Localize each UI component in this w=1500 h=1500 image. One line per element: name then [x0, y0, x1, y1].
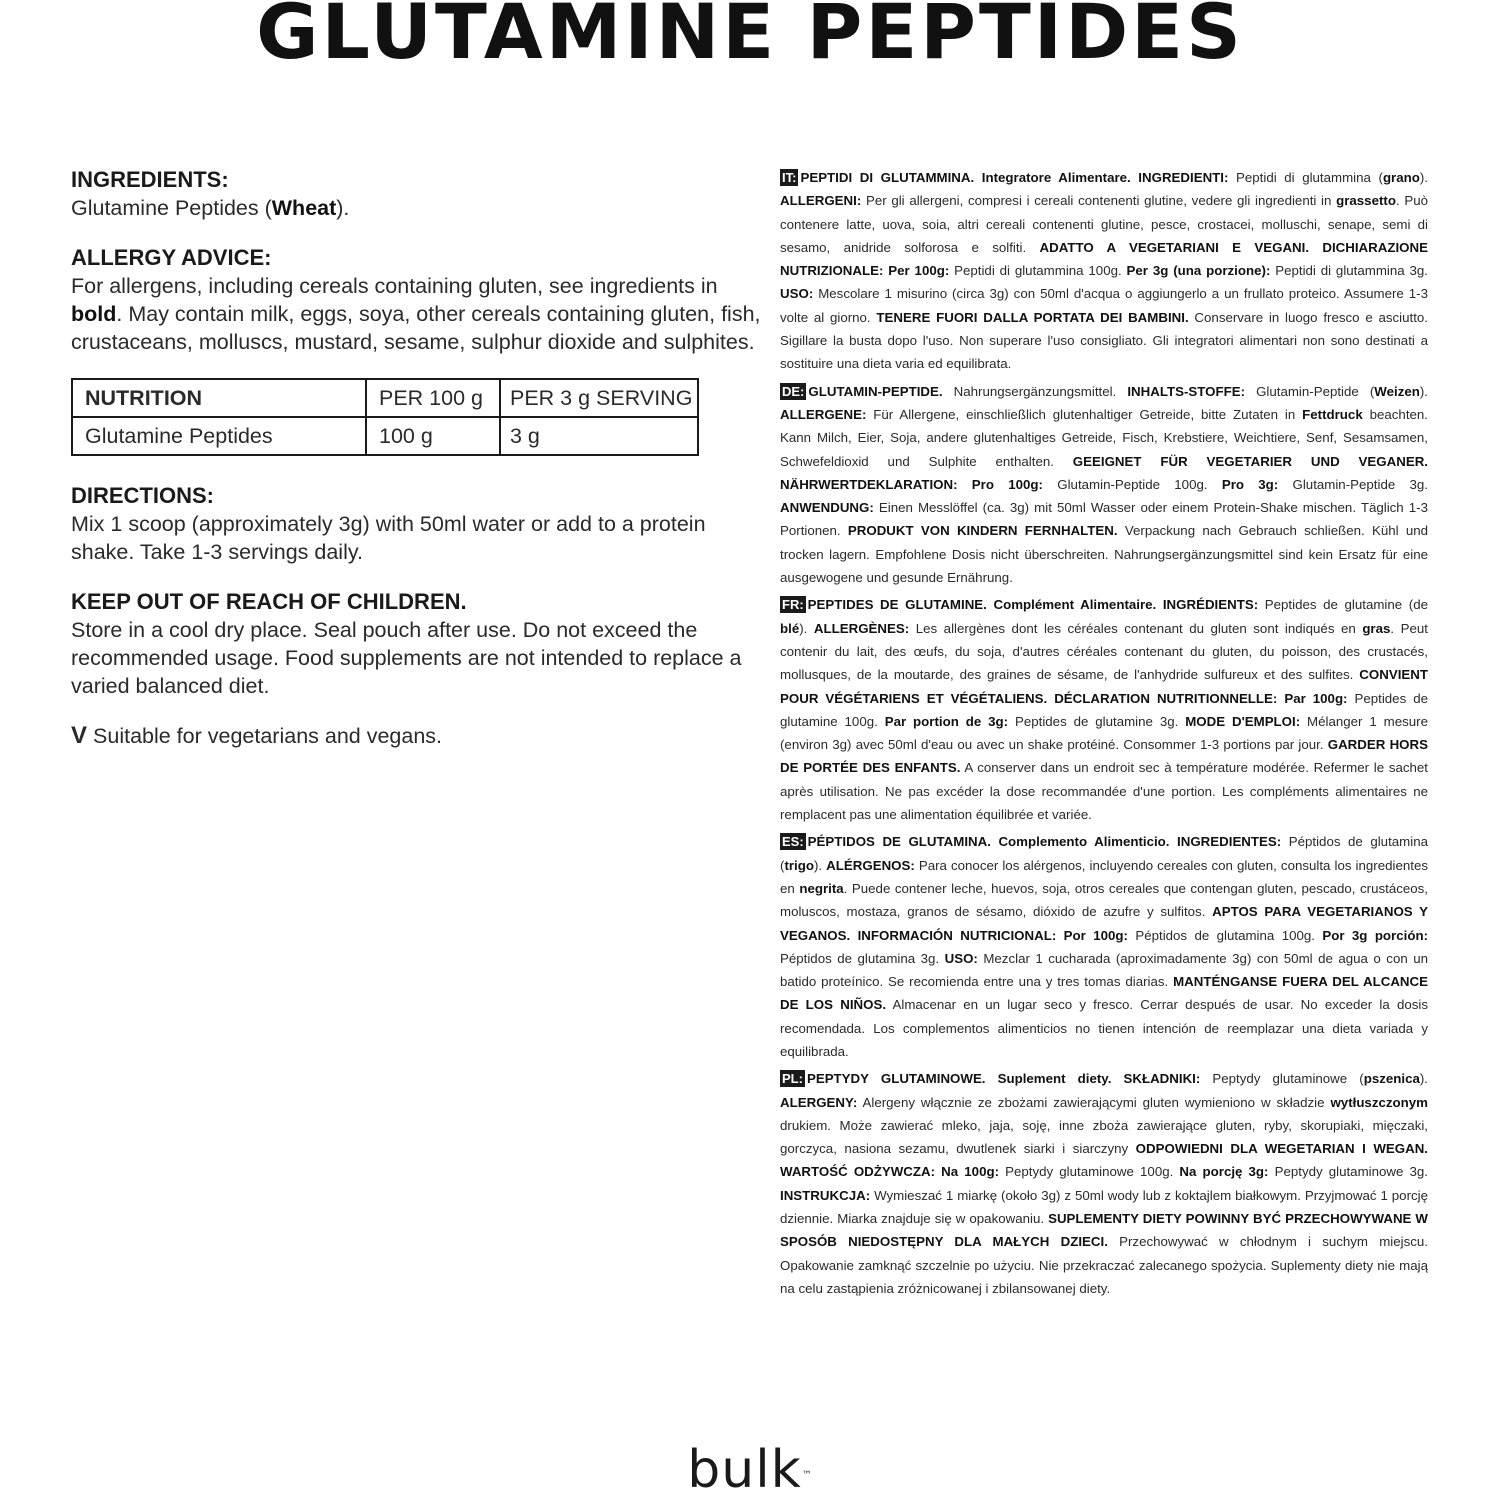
text-segment: Les allergènes dont les céréales contenant du gluten sont indiqués en: [909, 620, 1363, 636]
text-segment: Peptides de glutamine 3g.: [1008, 713, 1186, 729]
text-segment: Einen Messlöffel (ca. 3g) mit 50ml Wasser oder einem Protein-Shake mischen. Täglich 1-3 Portionen.: [780, 500, 1428, 539]
vegan-icon: V: [71, 722, 88, 749]
text-segment: Peptidi di glutammina (: [1228, 170, 1383, 185]
translation-block: [780, 830, 1428, 1063]
bold-segment: ALLERGÈNES:: [813, 620, 910, 636]
bold-segment: GARDER HORS DE PORTÉE DES ENFANTS.: [780, 737, 1428, 776]
bold-segment: ANWENDUNG:: [780, 500, 874, 516]
translation-paragraph: [780, 830, 1428, 1063]
nutrient-name-cell: Glutamine Peptides: [72, 417, 366, 455]
storage-section: [71, 588, 771, 700]
text-segment: Péptidos de glutamina 3g.: [780, 950, 945, 966]
text-segment: Peptidi di glutammina 100g.: [949, 263, 1127, 279]
language-tag: DE:: [782, 383, 805, 399]
text-segment: Peptydy glutaminowe 3g.: [1268, 1164, 1428, 1180]
text-segment: Peptidi di glutammina 3g.: [1270, 263, 1428, 279]
text-segment: Péptidos de glutamina (: [780, 834, 1428, 873]
text-segment: drukiem. Może zawierać mleko, jaja, soję, inne zboża zawierające gluten, ryby, skorupiaki, mięczaki, gorczyca, nasiona sezamu, dwutlenek siarki i siarczyny: [780, 1117, 1428, 1157]
bold-segment: GEEIGNET FÜR VEGETARIER UND VEGANER. NÄHRWERTDEKLARATION: Pro 100g:: [780, 453, 1428, 492]
bold-segment: PEPTIDI DI GLUTAMMINA. Integratore Alimentare. INGREDIENTI:: [800, 170, 1229, 185]
text-segment: Mescolare 1 misurino (circa 3g) con 50ml d'acqua o aggiungerlo a un frullato proteico. Assumere 1-3 volte al giorno.: [780, 286, 1428, 325]
ingredients-text: Glutamine Peptides (Wheat).: [71, 196, 350, 220]
bold-segment: GLUTAMIN-PEPTIDE.: [808, 383, 943, 399]
trademark-symbol: ™: [801, 1470, 813, 1481]
bold-segment: TENERE FUORI DALLA PORTATA DEI BAMBINI.: [876, 309, 1189, 325]
bold-segment: pszenica: [1363, 1071, 1420, 1087]
bold-segment: blé: [780, 620, 800, 636]
bold-segment: MANTÉNGANSE FUERA DEL ALCANCE DE LOS NIÑOS.: [780, 974, 1428, 1013]
translation-block: [780, 593, 1428, 826]
bold-segment: Por 3g porción:: [1322, 927, 1428, 943]
bold-segment: ALÉRGENOS:: [826, 857, 915, 873]
text-segment: . Può contenere latte, uova, soia, altri cereali contenenti glutine, pesce, crostacei, molluschi, senape, semi di sesamo, anidride solforosa e solfiti.: [780, 193, 1428, 255]
bold-segment: USO:: [780, 286, 814, 302]
bold-segment: ALERGENY:: [780, 1094, 858, 1110]
bold-segment: PEPTIDES DE GLUTAMINE. Complément Alimentaire. INGRÉDIENTS:: [807, 597, 1259, 613]
text-segment: Mezclar 1 cucharada (aproximadamente 3g) con 50ml de agua o con un batido proteínico. Se recomienda entre una y tres tomas diarias.: [780, 950, 1429, 990]
bold-segment: SUPLEMENTY DIETY POWINNY BYĆ PRZECHOWYWANE W SPOSÓB NIEDOSTĘPNY DLA MAŁYCH DZIECI.: [780, 1211, 1428, 1250]
text-segment: Peptydy glutaminowe 100g.: [999, 1164, 1180, 1180]
vegan-note: [71, 722, 771, 750]
vegan-text: Suitable for vegetarians and vegans.: [93, 724, 443, 748]
translation-block: [780, 1067, 1428, 1300]
bold-segment: wytłuszczonym: [1330, 1094, 1428, 1110]
language-tag: PL:: [782, 1071, 803, 1087]
nutrition-table: [71, 378, 699, 456]
nutrition-header-cell: NUTRITION: [72, 379, 366, 417]
nutrition-header-row: [72, 379, 698, 417]
bold-segment: INHALTS-STOFFE:: [1127, 383, 1246, 399]
per-100g-header-cell: PER 100 g: [366, 379, 500, 417]
bold-segment: Fettdruck: [1302, 406, 1363, 422]
text-segment: Glutamin-Peptide 3g.: [1278, 476, 1428, 492]
bold-segment: negrita: [799, 880, 844, 896]
bold-segment: grano: [1382, 170, 1420, 185]
bold-segment: PEPTYDY GLUTAMINOWE. Suplement diety. SKŁADNIKI:: [806, 1071, 1201, 1087]
translation-paragraph: [780, 380, 1428, 590]
bold-segment: INSTRUKCJA:: [780, 1187, 871, 1203]
text-segment: . Puede contener leche, huevos, soja, otros cereales que contengan gluten, pescado, crustáceos, moluscos, mostaza, granos de sésamo, dióxido de azufre y sulfitos.: [780, 880, 1428, 920]
directions-text: Mix 1 scoop (approximately 3g) with 50ml water or add to a protein shake. Take 1-3 servings daily.: [71, 512, 706, 564]
translation-paragraph: [780, 166, 1428, 376]
bold-segment: ODPOWIEDNI DLA WEGETARIAN I WEGAN. WARTOŚĆ ODŻYWCZA: Na 100g:: [780, 1141, 1428, 1180]
translations-panel: [780, 166, 1428, 1304]
text-segment: ).: [1419, 1071, 1428, 1087]
text-segment: ).: [813, 857, 827, 873]
per-100g-value-cell: 100 g: [366, 417, 500, 455]
text-segment: Per gli allergeni, compresi i cereali contenenti glutine, vedere gli ingredienti in: [861, 193, 1337, 209]
text-segment: Verpackung nach Gebrauch schließen. Kühl und trocken lagern. Empfohlene Dosis nicht überschreiten. Nahrungsergänzungsmittel sind kein Ersatz für eine ausgewogene und gesunde Ernährung.: [780, 523, 1429, 586]
text-segment: Glutamin-Peptide (: [1245, 383, 1375, 399]
translation-paragraph: [780, 1067, 1428, 1300]
text-segment: Conservare in luogo fresco e asciutto. Sigillare la busta dopo l'uso. Non superare l'uso consigliato. Gli integratori alimentari non sono destinati a sostituire una dieta varia ed equilibrata.: [780, 309, 1429, 372]
text-segment: Przechowywać w chłodnym i suchym miejscu. Opakowanie zamknąć szczelnie po użyciu. Nie przekraczać zalecanego spożycia. Suplementy diety nie mają na celu zastąpienia zróżnicowanej i zbilansowanej diety.: [780, 1234, 1429, 1296]
text-segment: . Peut contenir du lait, des œufs, du soja, d'autres céréales contenant du gluten, du poisson, des crustacés, mollusques, de la moutarde, des graines de sésame, de l'anhydride sulfureux et des sulfites.: [780, 620, 1428, 683]
allergy-section: [71, 244, 771, 356]
directions-heading: DIRECTIONS:: [71, 483, 214, 508]
bold-segment: Na porcję 3g:: [1179, 1164, 1269, 1180]
logo-text: bulk: [687, 1440, 802, 1500]
allergy-heading: ALLERGY ADVICE:: [71, 245, 272, 270]
directions-section: [71, 482, 771, 566]
bold-segment: Weizen: [1374, 383, 1420, 399]
text-segment: Peptydy glutaminowe (: [1200, 1071, 1364, 1087]
bold-segment: Pro 3g:: [1221, 476, 1279, 492]
bold-segment: CONVIENT POUR VÉGÉTARIENS ET VÉGÉTALIENS. DÉCLARATION NUTRITIONNELLE: Par 100g:: [780, 667, 1428, 706]
nutrition-data-row: [72, 417, 698, 455]
text-segment: ).: [1419, 383, 1428, 399]
language-tag: IT:: [782, 170, 797, 185]
text-segment: Wymieszać 1 miarkę (około 3g) z 50ml wody lub z koktajlem białkowym. Przyjmować 1 porcję dziennie. Miarka znajduje się w opakowaniu.: [780, 1187, 1428, 1227]
bold-segment: PÉPTIDOS DE GLUTAMINA. Complemento Alimenticio. INGREDIENTES:: [807, 834, 1282, 850]
text-segment: A conserver dans un endroit sec à température modérée. Refermer le sachet après utilisation. Ne pas excéder la dose recommandée d'une portion. Les compléments alimentaires ne remplacent pas une alimentation équilibrée et variée.: [780, 760, 1428, 823]
bold-segment: ADATTO A VEGETARIANI E VEGANI. DICHIARAZIONE NUTRIZIONALE: Per 100g:: [780, 239, 1428, 279]
text-segment: Alergeny włącznie ze zbożami zawierającymi gluten wymieniono w składzie: [857, 1094, 1331, 1110]
english-label-panel: [71, 166, 771, 750]
bold-segment: Per 3g (una porzione):: [1126, 263, 1271, 279]
bold-segment: ALLERGENI:: [780, 193, 862, 209]
storage-text: Store in a cool dry place. Seal pouch after use. Do not exceed the recommended usage. Food supplements are not intended to replace a varied balanced diet.: [71, 618, 742, 698]
bold-segment: ALLERGENE:: [780, 406, 867, 422]
bold-segment: gras: [1362, 620, 1391, 636]
allergy-text: For allergens, including cereals containing gluten, see ingredients in bold. May contain milk, eggs, soya, other cereals containing gluten, fish, crustaceans, molluscs, mustard, sesame, sulphur dioxide and sulphites.: [71, 274, 761, 354]
language-tag: FR:: [782, 597, 804, 613]
bold-segment: MODE D'EMPLOI:: [1185, 713, 1301, 729]
bold-segment: trigo: [784, 857, 814, 873]
ingredients-heading: INGREDIENTS:: [71, 167, 229, 192]
text-segment: Nahrungsergänzungsmittel.: [942, 383, 1128, 399]
product-title: GLUTAMINE PEPTIDES: [256, 0, 1244, 76]
bold-segment: USO:: [944, 950, 978, 966]
text-segment: ).: [1419, 170, 1428, 185]
per-serving-header-cell: PER 3 g SERVING: [500, 379, 698, 417]
text-segment: Péptidos de glutamina 100g.: [1127, 927, 1323, 943]
text-segment: Glutamin-Peptide 100g.: [1042, 476, 1222, 492]
text-segment: Almacenar en un lugar seco y fresco. Cerrar después de usar. No exceder la dosis recomendada. Los complementos alimenticios no tienen intención de reemplazar una dieta variada y equilibrada.: [780, 997, 1428, 1059]
translation-block: [780, 166, 1428, 376]
keep-out-heading: KEEP OUT OF REACH OF CHILDREN.: [71, 589, 467, 614]
bold-segment: grassetto: [1336, 193, 1396, 209]
per-serving-value-cell: 3 g: [500, 417, 698, 455]
text-segment: Für Allergene, einschließlich glutenhaltiger Getreide, bitte Zutaten in: [866, 406, 1303, 422]
translation-block: [780, 380, 1428, 590]
text-segment: Mélanger 1 mesure (environ 3g) avec 50ml d'eau ou avec un shake protéiné. Consommer 1-3 portions par jour.: [780, 713, 1428, 753]
bold-segment: APTOS PARA VEGETARIANOS Y VEGANOS. INFORMACIÓN NUTRICIONAL: Por 100g:: [780, 904, 1428, 943]
text-segment: ).: [799, 620, 814, 636]
brand-logo: [0, 1440, 1500, 1500]
text-segment: Peptides de glutamine (de: [1258, 597, 1429, 613]
text-segment: Peptides de glutamine 100g.: [780, 690, 1428, 729]
ingredients-section: [71, 166, 771, 222]
bold-segment: PRODUKT VON KINDERN FERNHALTEN.: [847, 523, 1118, 539]
text-segment: Para conocer los alérgenos, incluyendo cereales con gluten, consulta los ingredientes en: [780, 857, 1428, 896]
translation-paragraph: [780, 593, 1428, 826]
text-segment: beachten. Kann Milch, Eier, Soja, andere glutenhaltiges Getreide, Fisch, Krebstiere, Weichtiere, Senf, Sesamsamen, Schwefeldioxid und Sulphite enthalten.: [780, 406, 1428, 469]
bold-segment: Par portion de 3g:: [884, 713, 1009, 729]
language-tag: ES:: [782, 834, 804, 850]
